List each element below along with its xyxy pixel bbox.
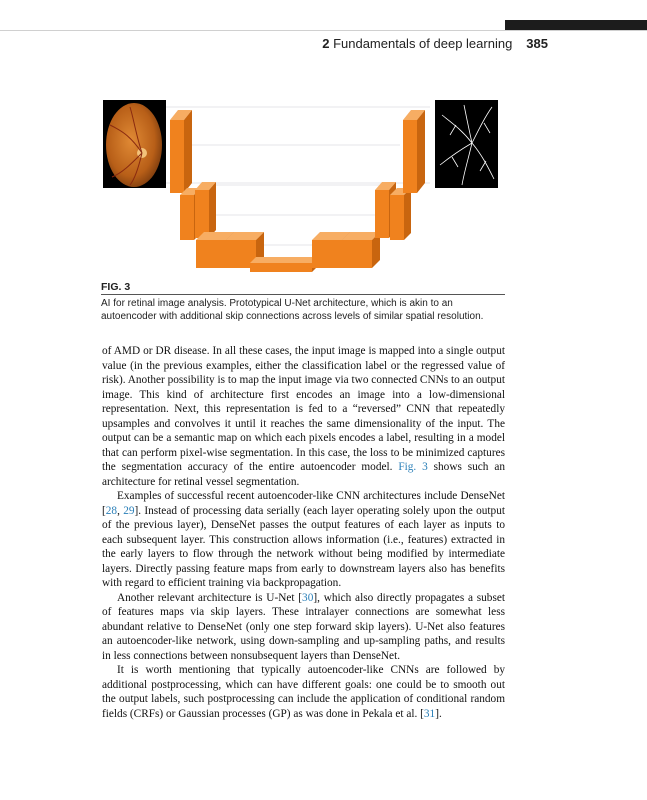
citation-link-28[interactable]: 28 <box>105 504 118 517</box>
figure-reference-link[interactable]: Fig. 3 <box>398 461 428 473</box>
paragraph-3: Another relevant architecture is U-Net [30], which also directly propagates a subset of features maps via skip layers. These intralayer connections are somewhat less abundant relative to DenseNet (only one step forward skip layers). U-Net also features an autoencoder-like network, using down-sampling and up-sampling paths, and results in less connections between nonsubsequent layers than DenseNet. <box>102 591 505 662</box>
unet-figure <box>100 95 500 280</box>
chapter-title: Fundamentals of deep learning <box>333 36 513 51</box>
paragraph-2: Examples of successful recent autoencoder-like CNN architectures include DenseNet [28, 29]. Instead of processing data serially (each layer operating solely upon the output of the previous layer), DenseNet passes the output features of each layer as inputs to each subsequent layer. This construction allows information (i.e., features) extracted in the early layers to flow through the network without being modified by intermediate layers. Directly passing feature maps from early to downstream layers also has benefits with regard to efficient training via backpropagation. <box>102 490 505 589</box>
decoder-block-3 <box>312 232 380 268</box>
encoder-path <box>170 110 264 268</box>
paragraph-4: It is worth mentioning that typically autoencoder-like CNNs are followed by additional postprocessing, which can have different goals: one could be to smooth out the output labels, such postprocessing can include the application of conditional random fields (CRFs) or Gaussian processes (GP) as was done in Pekala et al. [31]. <box>102 664 505 720</box>
encoder-block-2 <box>180 182 216 240</box>
page-number: 385 <box>526 36 548 51</box>
paragraph-1: of AMD or DR disease. In all these cases, the input image is mapped into a single output value (in the previous examples, either the classification label or the regressed value of risk). Another possibility is to map the input image via two connected CNNs to an output image. This kind of architecture first encodes an image into a low-dimensional representation. Next, this representation is fed to a “reversed” CNN that repeatedly upsamples and convolves it until it reaches the same dimensionality of the input. The output can be a semantic map on which each pixels encodes a label, resulting in a model that can perform pixel-wise segmentation. In this case, the loss to be minimized captures the segmentation accuracy of the entire autoencoder model. Fig. 3 shows such an architecture for retinal vessel segmentation. <box>102 345 505 488</box>
decoder-path <box>312 110 425 268</box>
body-text <box>102 344 505 721</box>
caption-rule <box>101 294 505 295</box>
encoder-block-1 <box>170 110 192 193</box>
running-header <box>0 36 548 51</box>
decoder-block-1 <box>403 110 425 193</box>
header-rule <box>0 30 647 31</box>
figure-caption: AI for retinal image analysis. Prototypical U-Net architecture, which is akin to an autoencoder with additional skip connections across levels of similar spatial resolution. <box>101 298 484 322</box>
bottleneck-block <box>250 257 318 272</box>
top-bar <box>505 20 647 30</box>
figure-label: FIG. 3 <box>101 281 131 293</box>
output-vessel-map <box>435 100 498 188</box>
chapter-heading <box>322 36 512 51</box>
input-fundus-image <box>103 100 166 188</box>
chapter-number: 2 <box>322 36 330 51</box>
citation-link-29[interactable]: 29 <box>123 504 135 517</box>
citation-link-31[interactable]: 31 <box>423 707 436 720</box>
citation-link-30[interactable]: 30 <box>302 591 314 604</box>
